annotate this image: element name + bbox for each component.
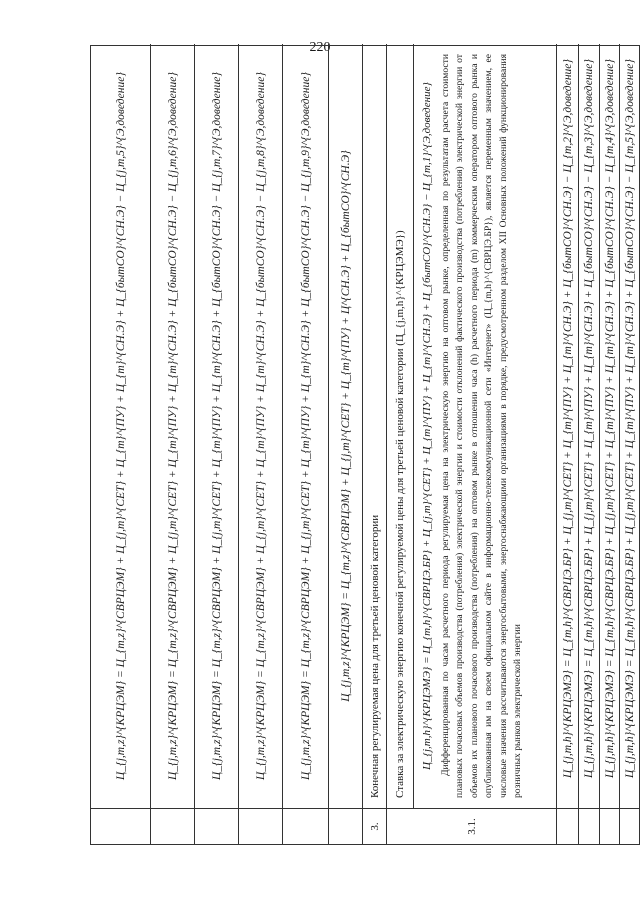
section-3-1-row: [387, 44, 557, 844]
section-title: Конечная регулируемая цена для третьей ценовой категории: [368, 514, 381, 798]
table-row: [283, 44, 329, 844]
section-number: 3.: [363, 808, 386, 844]
table-row: [600, 44, 620, 844]
price-formula: Ц_{j,m,z}^{КРЦЭМ} = Ц_{m,z}^{СВРЦЭМ} + Ц_{j,m}^{СЕТ} + Ц_{m}^{ПУ} + Ц_{m}^{СН.Э} + Ц_{бытСО}^{СН.Э} − Ц_{j,m,5}^{Э,доведение}: [114, 72, 127, 780]
table-row: [557, 44, 579, 844]
row-number-cell: [91, 808, 150, 844]
table-row: [151, 44, 195, 844]
row-number-cell: [620, 808, 640, 844]
table-row: [239, 44, 283, 844]
row-number-cell: [151, 808, 194, 844]
row-number-cell: [329, 808, 362, 844]
price-formula: Ц_{j,m,h}^{КРЦЭМЭ} = Ц_{m,h}^{СВРЦЭ.БР} + Ц_{j,m}^{СЕТ} + Ц_{m}^{ПУ} + Ц_{m}^{СН.Э} + Ц_{бытСО}^{СН.Э} − Ц_{m,5}^{Э,доведение}: [624, 58, 636, 778]
page-number: 220: [309, 40, 331, 55]
table-row: [91, 44, 151, 844]
price-formula: Ц_{j,m,z}^{КРЦЭМ} = Ц_{m,z}^{СВРЦЭМ} + Ц_{j,m}^{СЕТ} + Ц_{m}^{ПУ} + Ц_{m}^{СН.Э} + Ц_{бытСО}^{СН.Э} − Ц_{j,m,9}^{Э,доведение}: [299, 72, 312, 780]
price-formula: Ц_{j,m,z}^{КРЦЭМ} = Ц_{m,z}^{СВРЦЭМ} + Ц_{j,m}^{СЕТ} + Ц_{m}^{ПУ} + Ц_{m}^{СН.Э} + Ц_{бытСО}^{СН.Э} − Ц_{j,m,8}^{Э,доведение}: [254, 72, 267, 780]
row-number-cell: [195, 808, 238, 844]
definition-paragraph: Дифференцированная по часам расчетного периода регулируемая цена на электрическую энергию на оптовом рынке, определенная по результатам расчета стоимости плановых почасовых объемов производства (потребления) электрической энергии и стоимости отклонений фактического производства (потребления) электрической энергии от объемов их планового почасового производства (потребления) на оптовом рынке в отношении часа (h) расчетного периода (m) коммерческим оператором оптового рынка и опубликованная им на своем официальном сайте в информационно-телекоммуникационной сети «Интернет» (Ц_{m,h}^{СВРЦЭ.БР}), является переменным значением, ее числовые значения рассчитываются энергосбытовыми, энергоснабжающими организациями в порядке, предусмотренном разделом XII Основных положений функционирования розничных рынков электрической энергии: [440, 54, 524, 798]
price-formula: Ц_{j,m,h}^{КРЦЭМЭ} = Ц_{m,h}^{СВРЦЭ.БР} + Ц_{j,m}^{СЕТ} + Ц_{m}^{ПУ} + Ц_{m}^{СН.Э} + Ц_{бытСО}^{СН.Э} − Ц_{m,2}^{Э,доведение}: [561, 58, 574, 778]
divider: [413, 44, 414, 808]
regulated-price-table: [90, 45, 640, 845]
price-formula: Ц_{j,m,h}^{КРЦЭМЭ} = Ц_{m,h}^{СВРЦЭ.БР} + Ц_{j,m}^{СЕТ} + Ц_{m}^{ПУ} + Ц_{m}^{СН.Э} + Ц_{бытСО}^{СН.Э} − Ц_{m,4}^{Э,доведение}: [603, 58, 616, 778]
row-number-cell: [600, 808, 619, 844]
row-number-cell: [283, 808, 328, 844]
row-number-cell: [557, 808, 578, 844]
price-formula: Ц_{j,m,z}^{КРЦЭМ} = Ц_{m,z}^{СВРЦЭМ} + Ц_{j,m}^{СЕТ} + Ц_{m}^{ПУ} + Ц_{m}^{СН.Э} + Ц_{бытСО}^{СН.Э} − Ц_{j,m,6}^{Э,доведение}: [166, 72, 179, 780]
section-title: Ставка за электрическую энергию конечной регулируемой цены для третьей ценовой категории (Ц_{j,m,h}^{КРЦЭМЭ}): [394, 230, 406, 798]
table-row: [329, 44, 363, 844]
table-row: [579, 44, 600, 844]
rotated-page-content: [90, 45, 640, 845]
section-3-row: [363, 44, 387, 844]
table-row: [195, 44, 239, 844]
table-row: [620, 44, 640, 844]
price-formula: Ц_{j,m,h}^{КРЦЭМЭ} = Ц_{m,h}^{СВРЦЭ.БР} + Ц_{j,m}^{СЕТ} + Ц_{m}^{ПУ} + Ц_{m}^{СН.Э} + Ц_{бытСО}^{СН.Э} − Ц_{m,3}^{Э,доведение}: [583, 58, 595, 778]
main-formula: Ц_{j,m,h}^{КРЦЭМЭ} = Ц_{m,h}^{СВРЦЭ.БР} + Ц_{j,m}^{СЕТ} + Ц_{m}^{ПУ} + Ц_{m}^{СН.Э} + Ц_{бытСО}^{СН.Э} − Ц_{m,1}^{Э,доведение}: [421, 82, 433, 770]
price-formula: Ц_{j,m,z}^{КРЦЭМ} = Ц_{m,z}^{СВРЦЭМ} + Ц_{j,m}^{СЕТ} + Ц_{m}^{ПУ} + Ц^{СН.Э} + Ц_{бытСО}^{СН.Э}: [339, 150, 352, 702]
row-number-cell: [239, 808, 282, 844]
section-number: 3.1.: [387, 808, 556, 844]
row-number-cell: [579, 808, 599, 844]
price-formula: Ц_{j,m,z}^{КРЦЭМ} = Ц_{m,z}^{СВРЦЭМ} + Ц_{j,m}^{СЕТ} + Ц_{m}^{ПУ} + Ц_{m}^{СН.Э} + Ц_{бытСО}^{СН.Э} − Ц_{j,m,7}^{Э,доведение}: [210, 72, 223, 780]
